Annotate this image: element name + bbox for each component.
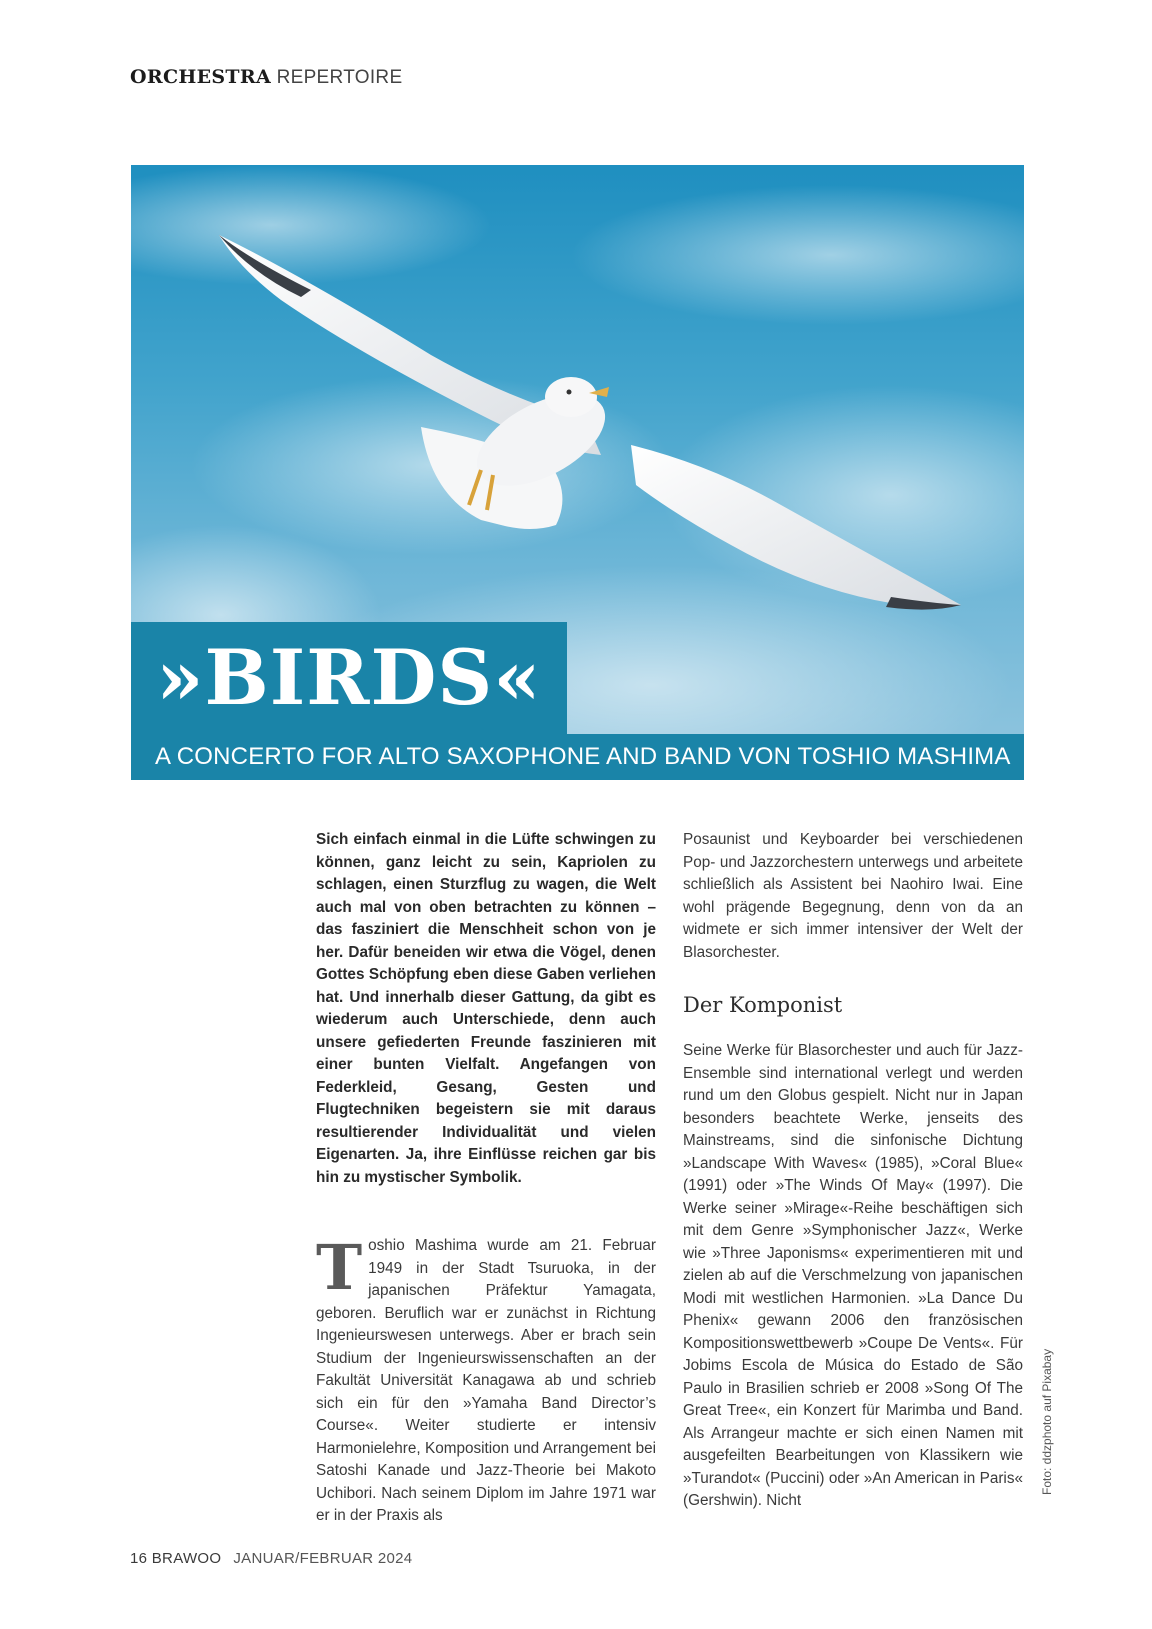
article-subtitle: A CONCERTO FOR ALTO SAXOPHONE AND BAND VON TOSHIO MASHIMA xyxy=(155,743,1011,770)
bird-eye xyxy=(567,390,572,395)
photo-credit: Foto: ddzphoto auf Pixabay xyxy=(1040,1348,1054,1495)
page-footer xyxy=(130,1550,412,1567)
section-label-bold: ORCHESTRA xyxy=(130,66,271,88)
section-label-light: REPERTOIRE xyxy=(276,67,403,88)
cloud xyxy=(571,185,1024,325)
issue-date: JANUAR/FEBRUAR 2024 xyxy=(233,1550,413,1567)
bird-head xyxy=(545,377,597,417)
page-number-magazine: 16 BRAWOO xyxy=(130,1550,222,1567)
article-title: »BIRDS« xyxy=(156,633,542,722)
lead-paragraph: Sich einfach einmal in die Lüfte schwingen zu können, ganz leicht zu sein, Kapriolen zu schlagen, einen Sturzflug zu wagen, die Welt auch mal von oben betrachten zu können – das fasziniert die Menschheit schon von je her. Dafür beneiden wir etwa die Vögel, denen Gottes Schöpfung eben diese Gaben verliehen hat. Und innerhalb dieser Gattung, da gibt es wiederum auch Unterschiede, denn auch unsere gefiederten Freunde faszinieren mit einer bunten Vielfalt. Angefangen von Federkleid, Gesang, Gesten und Flugtechniken begeistern sie mit daraus resultierender Individualität und vielen Eigenarten. Ja, ihre Einflüsse reichen gar bis hin zu mystischer Symbolik. xyxy=(316,831,656,1186)
drop-cap: T xyxy=(316,1231,363,1304)
cloud xyxy=(131,165,491,285)
body-paragraph-2: Posaunist und Keyboarder bei verschiedenen Pop- und Jazzorchestern unterwegs und arbeitete schließlich als Assistent bei Naohiro Iwai. Eine wohl prägende Begegnung, denn von da an widmete er sich immer intensiver der Welt der Blasorchester. xyxy=(683,831,1023,961)
section-heading: Der Komponist xyxy=(683,993,843,1017)
body-text-1: oshio Mashima wurde am 21. Februar 1949 in der Stadt Tsuruoka, in der japanischen Präfektur Yamagata, geboren. Beruflich war er zunächst in Richtung Ingenieurswesen unterwegs. Aber er brach sein Studium der Ingenieurswissenschaften an der Fakultät Universität Kanagawa ab und schrieb sich ein für den »Yamaha Band Director’s Course«. Weiter studierte er intensiv Harmonielehre, Komposition und Arrangement bei Satoshi Kanade und Jazz-Theorie bei Makoto Uchibori. Nach seinem Diplom im Jahre 1971 war er in der Praxis als xyxy=(316,1237,656,1524)
body-paragraph-1 xyxy=(316,1231,656,1528)
cloud xyxy=(191,375,671,555)
section-label xyxy=(130,66,402,89)
body-paragraph-3: Seine Werke für Blasorchester und auch für Jazz-Ensemble sind international verlegt und werden rund um den Globus gespielt. Nicht nur in Japan besonders beachtete Werke, jenseits des Mainstreams, sind die sinfonische Dichtung »Landscape With Waves« (1985), »Coral Blue« (1991) oder »The Winds Of May« (1997). Die Werke seiner »Mirage«-Reihe beschäftigen sich mit dem Genre »Symphonischer Jazz«, Werke wie »Three Japonisms« experimentieren mit und zielen ab auf die Verschmelzung von japanischen Modi mit westlichen Harmonien. »La Dance Du Phenix« gewann 2006 den französischen Kompositionswettbewerb »Coupe De Vents«. Für Jobims Escola de Música do Estado de São Paulo in Brasilien schrieb er 2008 »Song Of The Great Tree«, ein Konzert für Marimba und Band. Als Arrangeur machte er sich einen Namen mit ausgefeilten Bearbeitungen von Klassikern wie »Turandot« (Puccini) oder »An American in Paris« (Gershwin). Nicht xyxy=(683,1042,1023,1509)
text-column-right xyxy=(683,829,1023,1513)
text-column-left xyxy=(316,829,656,1528)
